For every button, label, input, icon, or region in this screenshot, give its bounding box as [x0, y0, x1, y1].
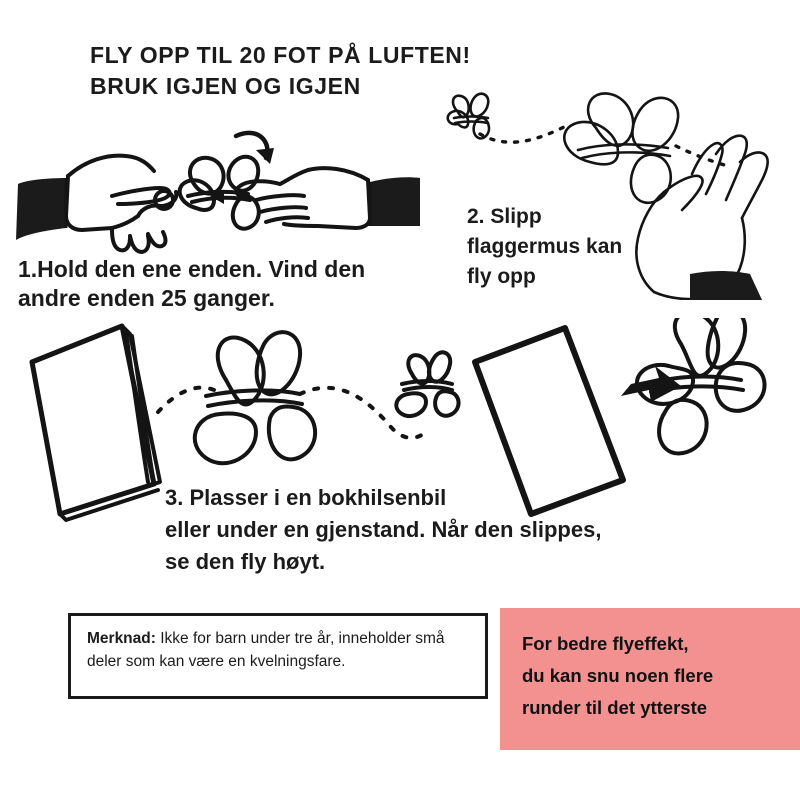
step-3-line-2: eller under en gjenstand. Når den slippes, [165, 517, 602, 542]
warning-note-body [87, 627, 471, 673]
headline-line-1: FLY OPP TIL 20 FOT PÅ LUFTEN! [90, 42, 471, 68]
warning-note-label: Merknad: [87, 630, 156, 647]
step-2-line-2: flaggermus kan [467, 235, 623, 258]
step-2-text [467, 202, 677, 292]
step-3-line-1: 3. Plasser i en bokhilsenbil [165, 485, 447, 510]
step-2-line-3: fly opp [467, 265, 536, 288]
headline-line-2: BRUK IGJEN OG IGJEN [90, 73, 361, 99]
tip-line-3: runder til det ytterste [522, 697, 708, 718]
warning-note-box [68, 613, 488, 699]
headline [90, 40, 650, 102]
tip-line-2: du kan snu noen flere [522, 665, 714, 686]
step-1-line-2: andre enden 25 ganger. [18, 285, 275, 311]
step-1-text [18, 255, 458, 313]
warning-note-text: Ikke for barn under tre år, inneholder små deler som kan være en kvelningsfare. [87, 630, 445, 670]
step-1-illustration [8, 108, 428, 261]
step-3-text [165, 482, 685, 578]
tip-line-1: For bedre flyeffekt, [522, 633, 689, 654]
tip-box [500, 608, 800, 750]
step-2-line-1: 2. Slipp [467, 205, 542, 228]
step-1-line-1: 1.Hold den ene enden. Vind den [18, 256, 366, 282]
step-3-line-3: se den fly høyt. [165, 549, 326, 574]
